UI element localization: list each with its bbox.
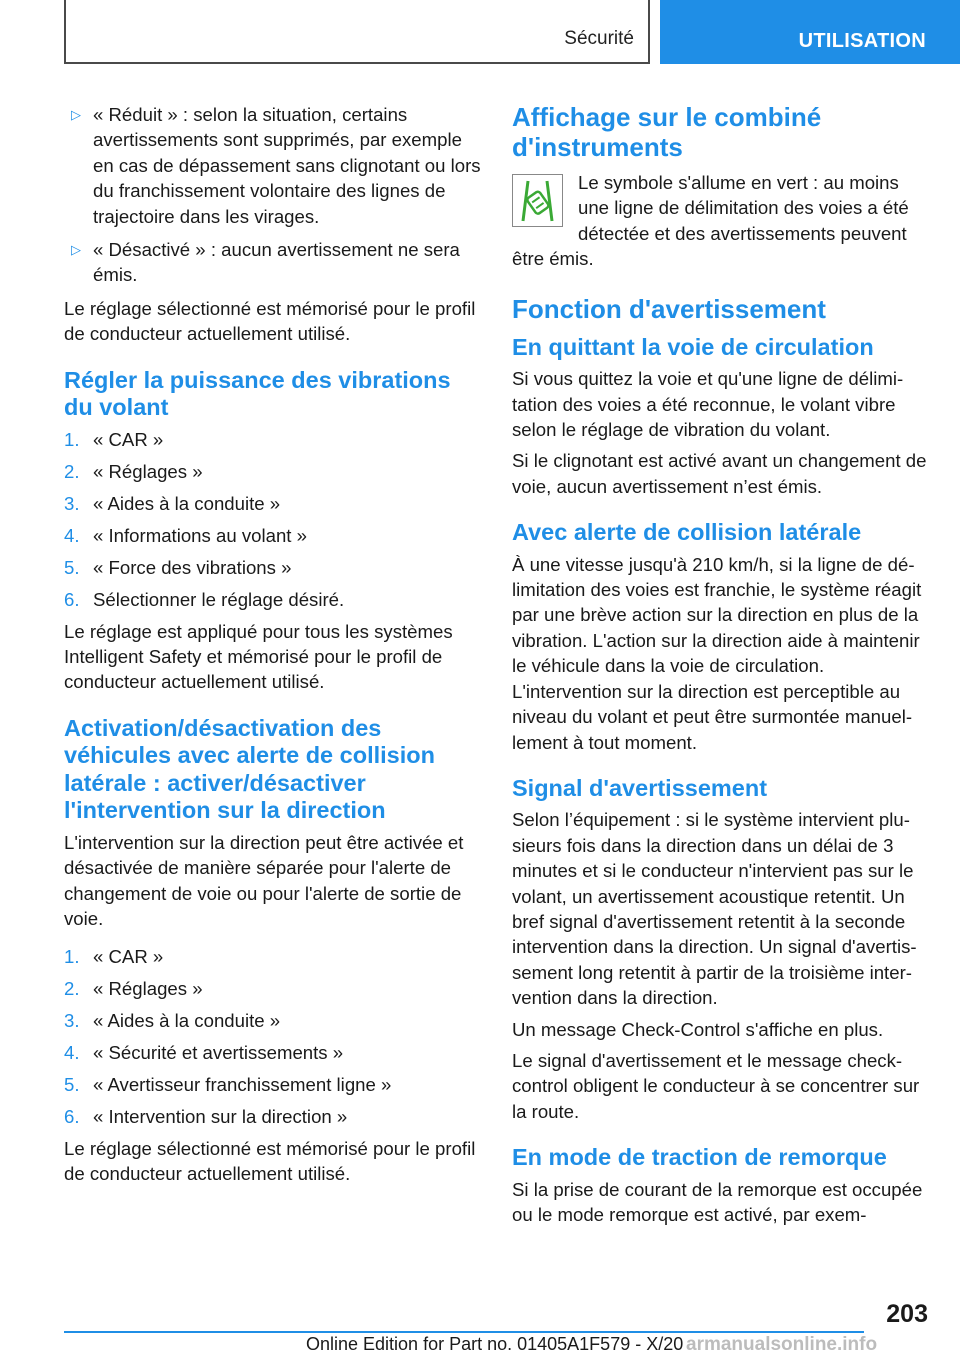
- paragraph: Selon l’équipement : si le système intervient plusieurs fois dans la direction dans un délai de 3 minutes et si le conducteur n'intervient pas sur le volant, un avertissement acoustique retentit. Un bref signal d'avertissement retentit à la seconde intervention dans la direction. Un signal d'avertissement long retentit à partir de la troisième intervention dans la direction.: [512, 809, 917, 1009]
- page-number: 203: [886, 1300, 928, 1328]
- step-number: 6.: [64, 1105, 80, 1127]
- bullet-text: « Réduit » : selon la situation, certains avertissements sont supprimés, par exemple en cas de dépassement sans clignotant ou lors du franchissement volontaire des lignes de trajectoire dans les virages.: [93, 104, 481, 227]
- list-item: [64, 1040, 482, 1065]
- step-number: 4.: [64, 524, 80, 546]
- section-heading: Régler la puissance des vibrations du volant: [64, 366, 451, 421]
- step-text: « Sécurité et avertissements »: [93, 1041, 344, 1063]
- step-text: « CAR »: [93, 428, 164, 450]
- step-text: « CAR »: [93, 945, 164, 967]
- paragraph: être émis.: [512, 248, 594, 270]
- paragraph: Si la prise de courant de la remorque est occupée ou le mode remorque est activé, par exem-: [512, 1178, 923, 1226]
- header-chapter-box: [660, 0, 960, 64]
- indicator-description: Le symbole s'allume en vert : au moins une ligne de délimitation des voies a été détectée et des avertissements peuvent: [578, 172, 909, 244]
- paragraph: Si le clignotant est activé avant un changement de voie, aucun avertissement n’est émis.: [512, 450, 927, 497]
- footer-divider: [64, 1331, 864, 1333]
- list-item: [64, 1072, 482, 1097]
- step-text: « Intervention sur la direction »: [93, 1105, 348, 1127]
- step-text: « Informations au volant »: [93, 524, 307, 546]
- paragraph: Un message Check-Control s'affiche en plus.: [512, 1018, 884, 1040]
- paragraph: Le réglage est appliqué pour tous les systèmes Intelligent Safety et mémorisé pour le profil de conducteur actuellement utilisé.: [64, 620, 453, 693]
- list-item: [64, 427, 482, 452]
- step-number: 5.: [64, 1073, 80, 1095]
- bullet-item: [64, 237, 482, 288]
- step-number: 3.: [64, 1009, 80, 1031]
- list-item: [64, 523, 482, 548]
- right-column: [512, 102, 930, 1234]
- header-section-box: [64, 0, 650, 64]
- paragraph: L'intervention sur la direction peut être activée et désactivée de manière séparée pour l'alerte de changement de voie ou pour l'alerte de sortie de voie.: [64, 831, 464, 930]
- step-text: « Aides à la conduite »: [93, 1009, 281, 1031]
- section-heading: Activation/désactivation des véhicules avec alerte de collision latérale : activer/désactiver l'intervention sur la direction: [64, 714, 435, 824]
- section-title: Sécurité: [564, 28, 634, 49]
- step-text: « Réglages »: [93, 977, 203, 999]
- lane-departure-indicator-icon: [512, 174, 563, 227]
- step-number: 6.: [64, 588, 80, 610]
- subsection-heading: En quittant la voie de circulation: [512, 333, 874, 360]
- step-text: « Réglages »: [93, 460, 203, 482]
- list-item: [64, 944, 482, 969]
- step-number: 2.: [64, 460, 80, 482]
- left-column: [64, 102, 482, 1192]
- watermark-text: armanualsonline.info: [686, 1334, 878, 1355]
- section-heading: Affichage sur le combiné d'instruments: [512, 102, 822, 162]
- step-number: 5.: [64, 556, 80, 578]
- steps-list: [64, 427, 482, 612]
- paragraph: Le réglage sélectionné est mémorisé pour le profil de conducteur actuellement utilisé.: [64, 297, 476, 345]
- list-item: [64, 587, 482, 612]
- paragraph: Le réglage sélectionné est mémorisé pour le profil de conducteur actuellement utilisé.: [64, 1137, 476, 1184]
- list-item: [64, 491, 482, 516]
- list-item: [64, 555, 482, 580]
- subsection-heading: Signal d'avertissement: [512, 774, 768, 801]
- list-item: [64, 1104, 482, 1129]
- triangle-bullet-icon: ▷: [71, 107, 81, 122]
- chapter-title: UTILISATION: [798, 30, 926, 52]
- paragraph: Le signal d'avertissement et le message check-control obligent le conducteur à se concentrer sur la route.: [512, 1050, 920, 1122]
- step-text: « Avertisseur franchissement ligne »: [93, 1073, 392, 1095]
- step-number: 1.: [64, 428, 80, 450]
- step-text: Sélectionner le réglage désiré.: [93, 588, 345, 610]
- paragraph: Si vous quittez la voie et qu'une ligne de délimitation des voies a été reconnue, le volant vibre selon le réglage de vibration du volant.: [512, 368, 904, 440]
- indicator-row: [512, 170, 930, 246]
- edition-text: Online Edition for Part no. 01405A1F579 - X/20: [306, 1334, 684, 1354]
- step-number: 1.: [64, 945, 80, 967]
- list-item: [64, 1008, 482, 1033]
- paragraph: À une vitesse jusqu'à 210 km/h, si la ligne de délimitation des voies est franchie, le système réagit par une brève action sur la direction en plus de la vibration. L'action sur la direction aide à maintenir le véhicule dans la voie de circulation. L'intervention sur la direction est perceptible au niveau du volant et peut être surmontée manuellement à tout moment.: [512, 553, 922, 753]
- bullet-text: « Désactivé » : aucun avertissement ne sera émis.: [93, 239, 460, 286]
- step-number: 4.: [64, 1041, 80, 1063]
- bullet-item: [64, 102, 482, 229]
- triangle-bullet-icon: ▷: [71, 242, 81, 258]
- list-item: [64, 976, 482, 1001]
- step-text: « Force des vibrations »: [93, 556, 292, 578]
- subsection-heading: En mode de traction de remorque: [512, 1144, 887, 1171]
- steps-list: [64, 944, 482, 1129]
- list-item: [64, 459, 482, 484]
- subsection-heading: Avec alerte de collision latérale: [512, 519, 862, 546]
- section-heading: Fonction d'avertissement: [512, 293, 826, 324]
- step-number: 3.: [64, 492, 80, 514]
- step-text: « Aides à la conduite »: [93, 492, 281, 514]
- step-number: 2.: [64, 977, 80, 999]
